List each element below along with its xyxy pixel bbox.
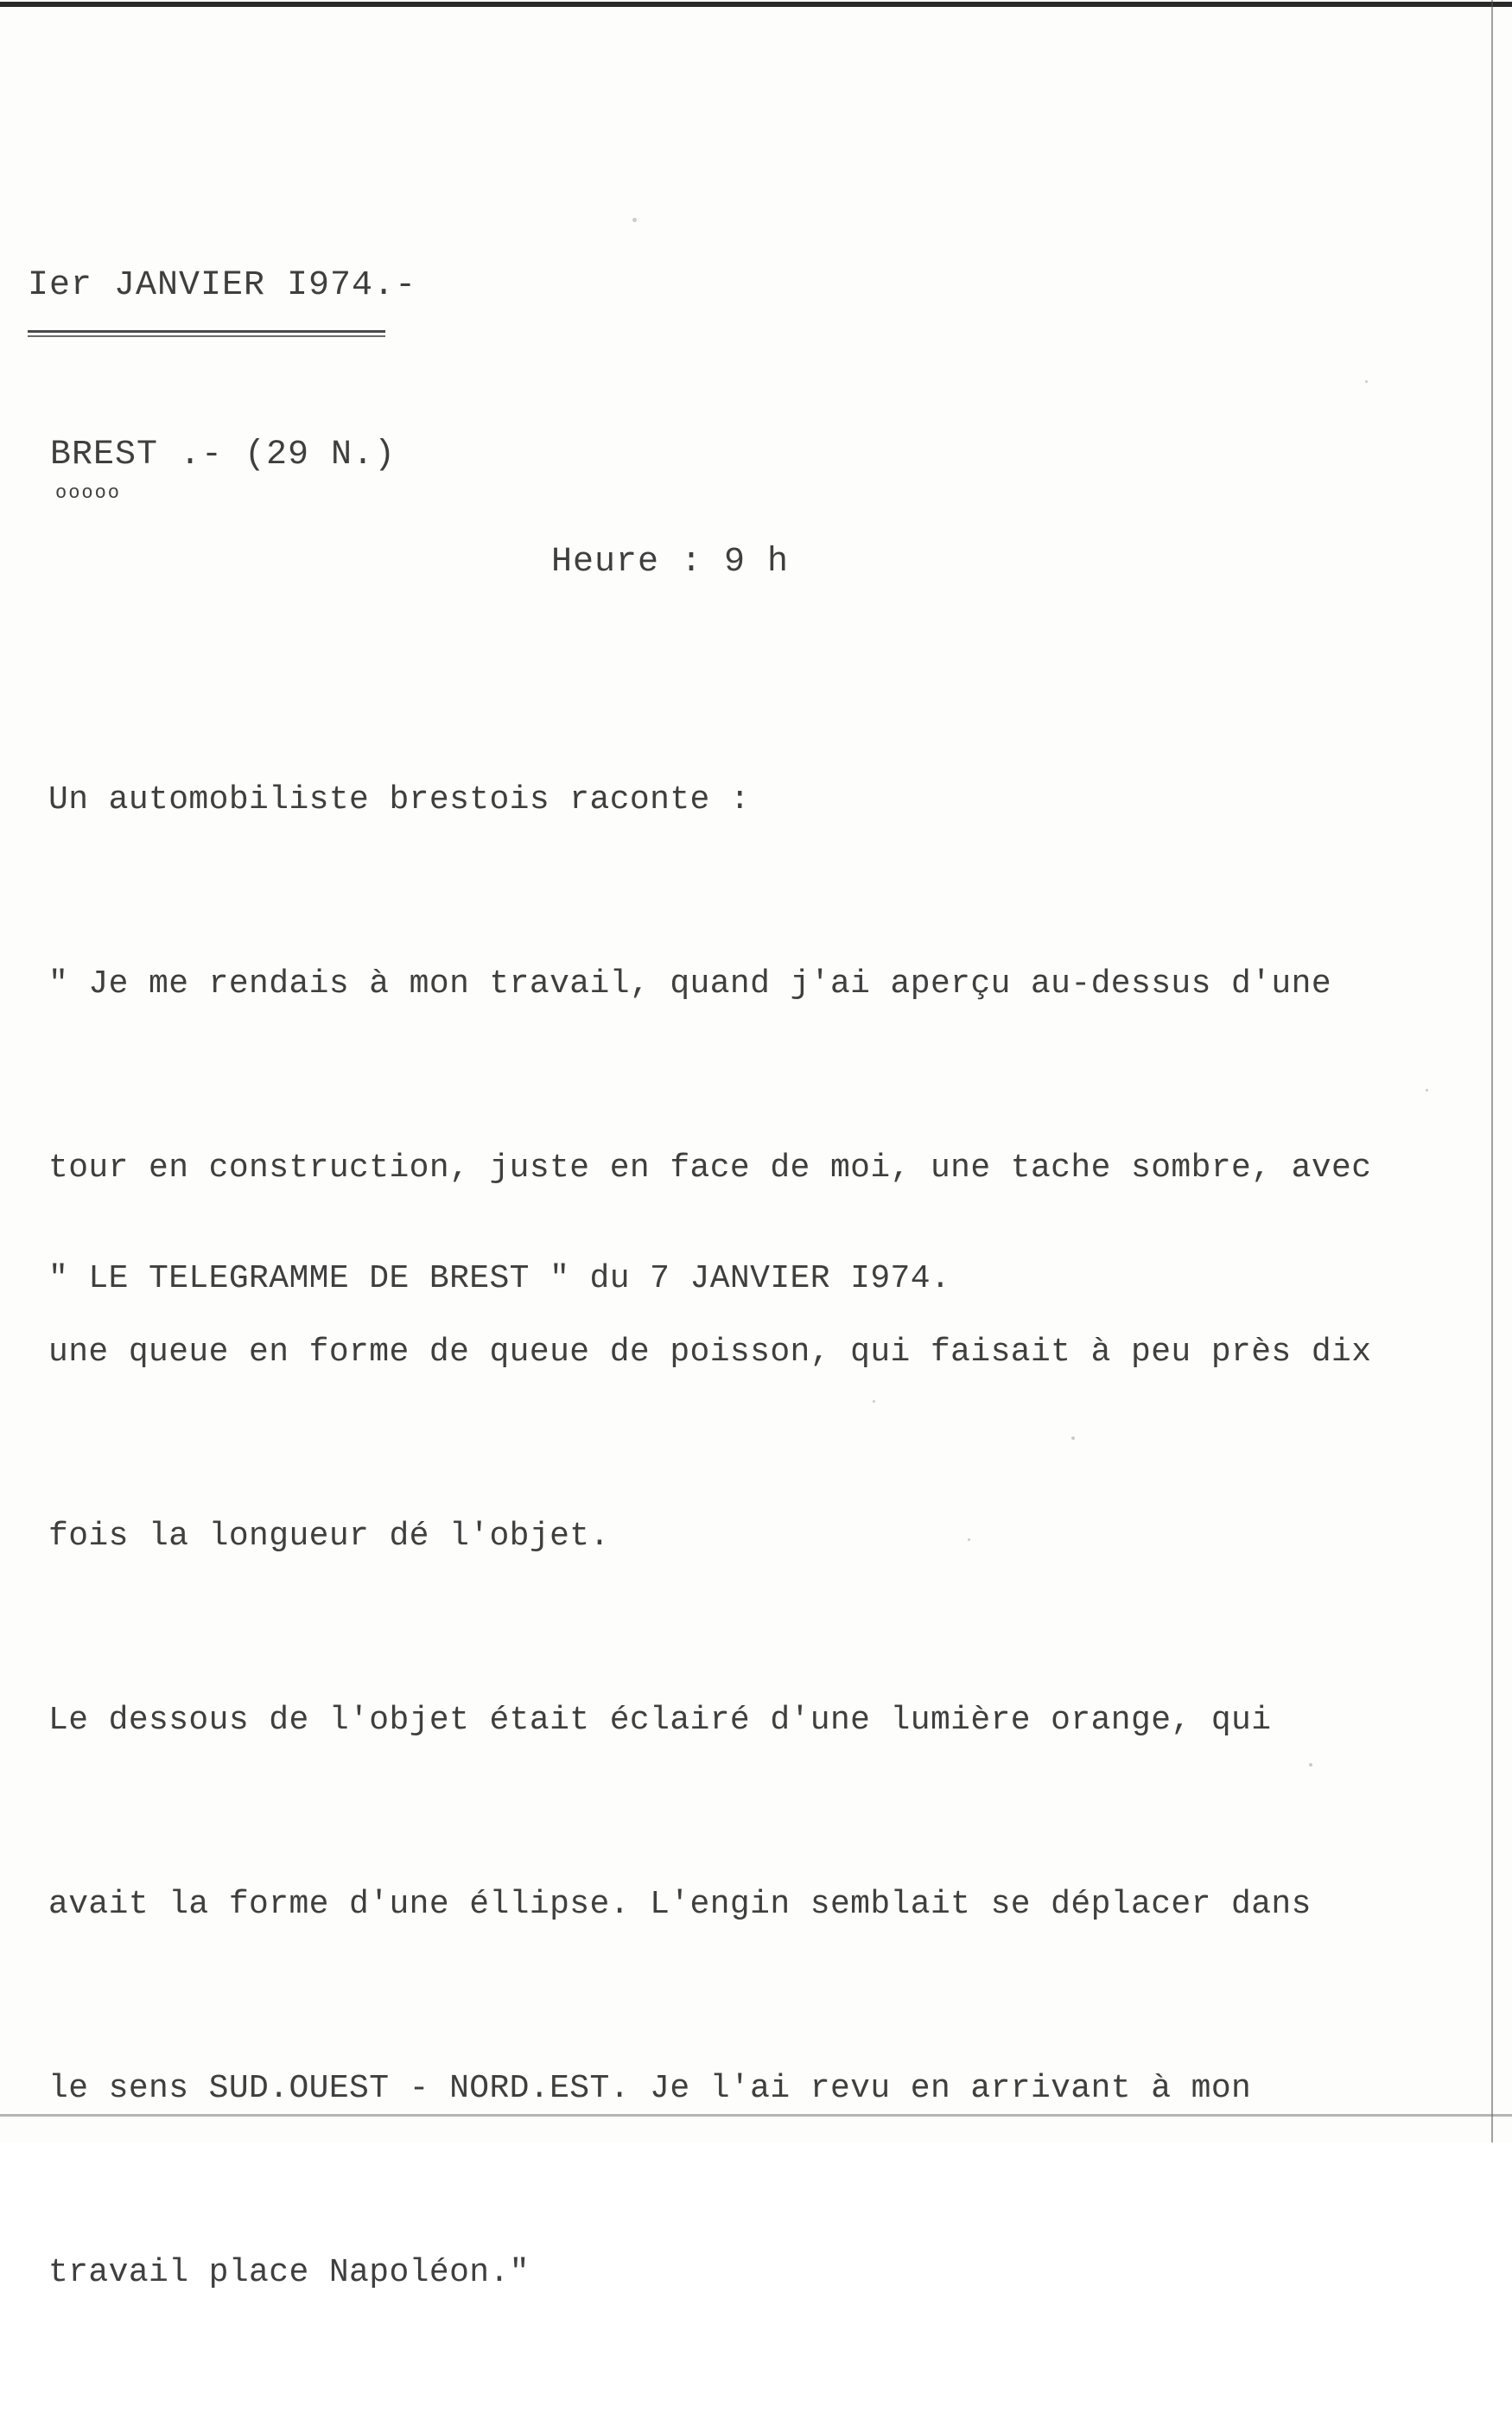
page-top-edge [0, 2, 1512, 7]
scan-speck [1071, 1436, 1075, 1440]
testimony-line: Le dessous de l'objet était éclairé d'une lumière orange, qui [48, 1702, 1272, 1739]
testimony-line: " Je me rendais à mon travail, quand j'ai aperçu au-dessus d'une [48, 965, 1332, 1003]
source-citation: " LE TELEGRAMME DE BREST " du 7 JANVIER I974. [48, 1260, 951, 1297]
location-heading: BREST .- (29 N.) [50, 436, 397, 474]
time-line: Heure : 9 h [551, 543, 790, 582]
testimony-line: fois la longueur dé l'objet. [48, 1518, 610, 1555]
scan-speck [1426, 1089, 1428, 1092]
date-underline [28, 330, 385, 337]
testimony-line: Un automobiliste brestois raconte : [48, 781, 751, 818]
testimony-line: avait la forme d'une éllipse. L'engin semblait se déplacer dans [48, 1886, 1312, 1923]
testimony-line: une queue en forme de queue de poisson, qui faisait à peu près dix [48, 1334, 1372, 1371]
testimony-line: travail place Napoléon." [48, 2254, 530, 2291]
scan-speck [1365, 380, 1368, 383]
scan-speck [632, 218, 637, 222]
testimony-line: le sens SUD.OUEST - NORD.EST. Je l'ai revu en arrivant à mon [48, 2070, 1252, 2107]
scan-speck [968, 1538, 970, 1541]
testimony-line: tour en construction, juste en face de moi, une tache sombre, avec [48, 1149, 1372, 1187]
page-right-edge [1491, 0, 1493, 2143]
location-underline-marks: ooooo [55, 482, 122, 504]
date-heading: Ier JANVIER I974.- [28, 266, 417, 305]
testimony-text [48, 646, 1371, 2426]
scan-speck [1309, 1763, 1312, 1767]
scan-speck [873, 1400, 875, 1403]
